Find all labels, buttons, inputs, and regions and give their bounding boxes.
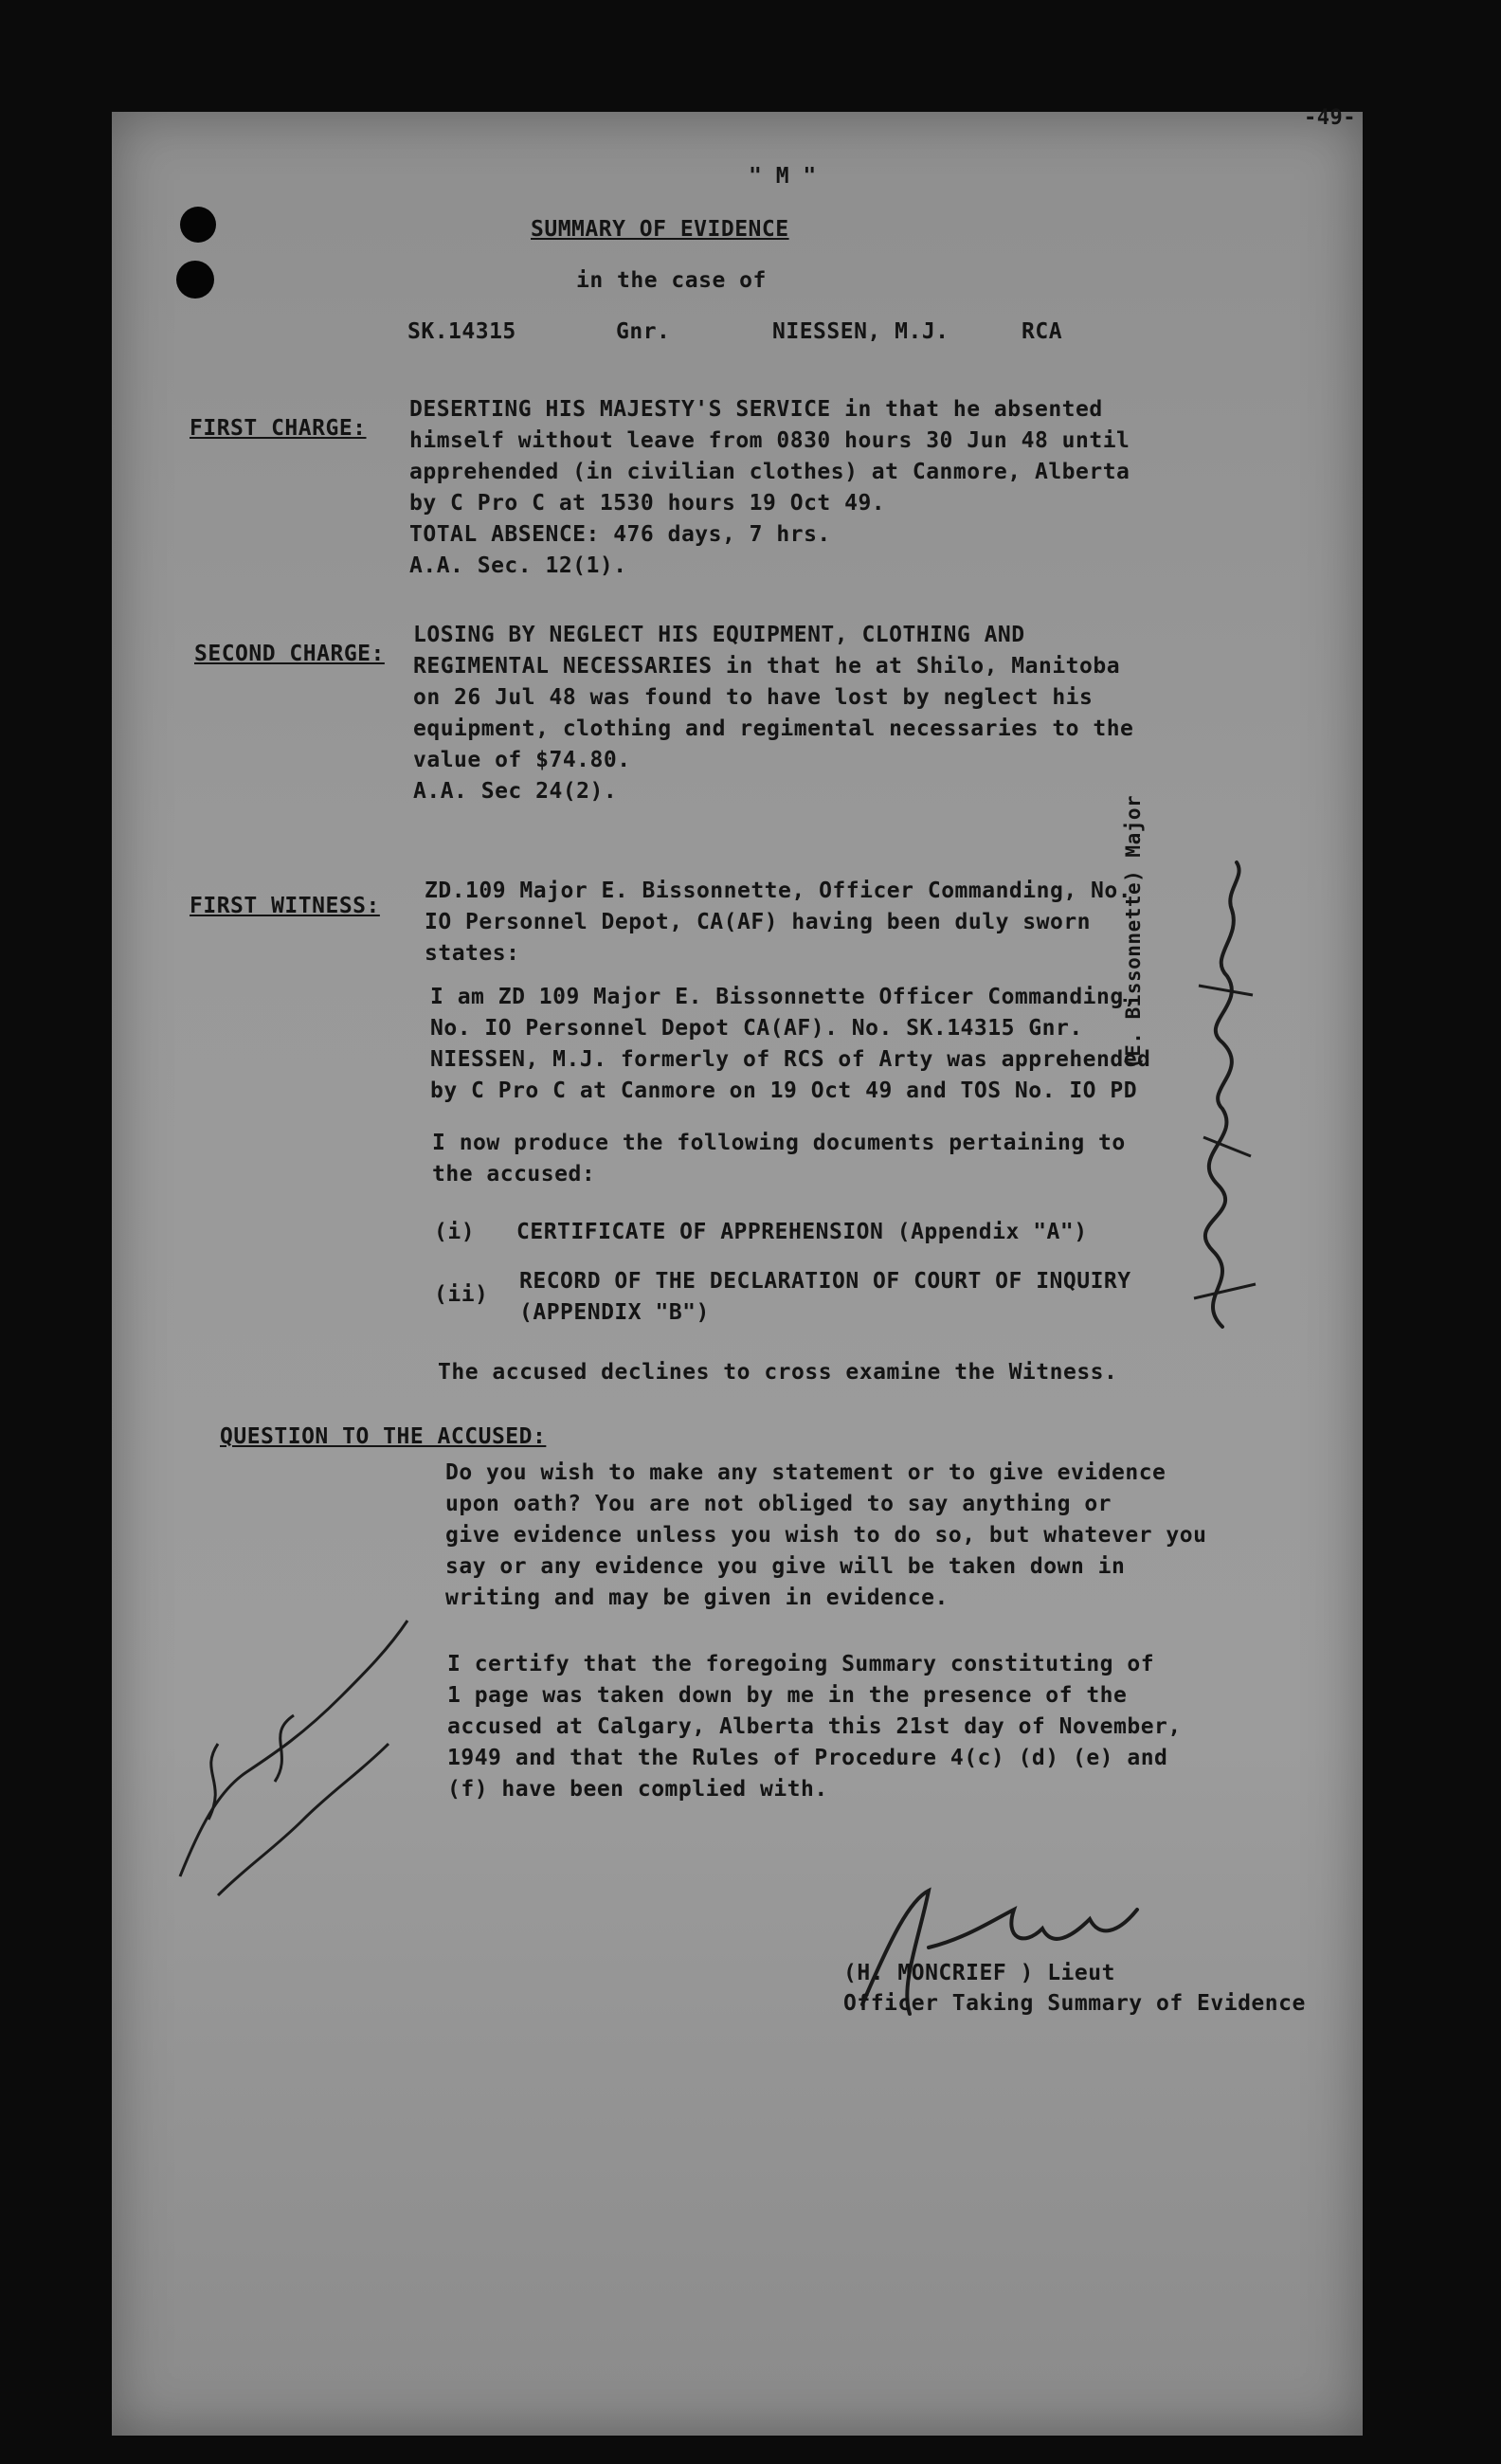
case-unit: RCA: [1022, 319, 1063, 344]
statement-line: No. IO Personnel Depot CA(AF). No. SK.14315 Gnr.: [430, 1016, 1083, 1041]
document-title: [519, 1266, 1131, 1329]
question-text: [445, 1458, 1206, 1614]
top-mark: " M ": [749, 164, 817, 189]
case-number: SK.14315: [407, 319, 516, 344]
witness-produce: [432, 1128, 1126, 1190]
punch-hole-bottom: [176, 261, 214, 299]
question-line: upon oath? You are not obliged to say anything or: [445, 1492, 1112, 1516]
document-subtitle: in the case of: [576, 268, 767, 293]
document-title: SUMMARY OF EVIDENCE: [531, 217, 789, 242]
statement-line: NIESSEN, M.J. formerly of RCS of Arty was apprehended: [430, 1047, 1151, 1072]
document-title: CERTIFICATE OF APPREHENSION (Appendix "A"): [516, 1220, 1088, 1244]
document-title-line: RECORD OF THE DECLARATION OF COURT OF INQUIRY: [519, 1269, 1131, 1294]
signature-stroke: [1205, 862, 1239, 1327]
charge-line: A.A. Sec. 12(1).: [409, 553, 627, 578]
document-number: (i): [434, 1220, 476, 1244]
witness-signature-caption: (E. Bissonnette) Major: [1122, 794, 1145, 1069]
document-number: (ii): [434, 1282, 489, 1307]
margin-signature: [161, 1592, 426, 1914]
officer-title: Officer Taking Summary of Evidence: [843, 1991, 1306, 2016]
question-line: writing and may be given in evidence.: [445, 1585, 949, 1610]
charge-line: equipment, clothing and regimental necessaries to the: [413, 716, 1134, 741]
certification-line: I certify that the foregoing Summary constituting of: [447, 1652, 1155, 1676]
witness-closing: The accused declines to cross examine the Witness.: [438, 1360, 1118, 1385]
witness-line: IO Personnel Depot, CA(AF) having been duly sworn: [425, 910, 1092, 934]
charge-line: apprehended (in civilian clothes) at Canmore, Alberta: [409, 460, 1130, 484]
charge-line: A.A. Sec 24(2).: [413, 779, 618, 804]
charge-line: REGIMENTAL NECESSARIES in that he at Shilo, Manitoba: [413, 654, 1121, 679]
question-line: say or any evidence you give will be taken down in: [445, 1554, 1126, 1579]
signature-stroke: [1194, 986, 1256, 1298]
case-rank: Gnr.: [616, 319, 671, 344]
witness-statement: [430, 982, 1150, 1107]
certification-text: [447, 1649, 1182, 1805]
first-charge-label: FIRST CHARGE:: [190, 416, 367, 441]
officer-name: (H. MONCRIEF ) Lieut: [843, 1961, 1115, 1985]
question-line: Do you wish to make any statement or to give evidence: [445, 1460, 1166, 1485]
first-charge-text: [409, 394, 1130, 582]
first-witness-label: FIRST WITNESS:: [190, 894, 380, 918]
certification-line: (f) have been complied with.: [447, 1777, 828, 1802]
question-label: QUESTION TO THE ACCUSED:: [220, 1424, 547, 1449]
certification-line: 1949 and that the Rules of Procedure 4(c) (d) (e) and: [447, 1746, 1168, 1770]
witness-signature: [1166, 853, 1270, 1346]
charge-line: TOTAL ABSENCE: 476 days, 7 hrs.: [409, 522, 831, 547]
case-name: NIESSEN, M.J.: [772, 319, 949, 344]
produce-line: the accused:: [432, 1162, 596, 1187]
certification-line: 1 page was taken down by me in the presence of the: [447, 1683, 1128, 1708]
certification-line: accused at Calgary, Alberta this 21st day of November,: [447, 1714, 1182, 1739]
charge-line: himself without leave from 0830 hours 30 Jun 48 until: [409, 428, 1130, 453]
statement-line: I am ZD 109 Major E. Bissonnette Officer Commanding,: [430, 985, 1138, 1009]
charge-line: on 26 Jul 48 was found to have lost by neglect his: [413, 685, 1094, 710]
witness-intro: [425, 876, 1131, 969]
produce-line: I now produce the following documents pertaining to: [432, 1131, 1126, 1155]
punch-hole-top: [180, 207, 216, 243]
charge-line: LOSING BY NEGLECT HIS EQUIPMENT, CLOTHING AND: [413, 623, 1025, 647]
witness-line: states:: [425, 941, 520, 966]
charge-line: by C Pro C at 1530 hours 19 Oct 49.: [409, 491, 886, 516]
page-number: -49-: [1304, 106, 1356, 130]
signature-stroke: [218, 1744, 389, 1895]
charge-line: value of $74.80.: [413, 748, 631, 772]
question-line: give evidence unless you wish to do so, but whatever you: [445, 1523, 1207, 1548]
document-title-line: (APPENDIX "B"): [519, 1300, 710, 1325]
second-charge-text: [413, 620, 1133, 807]
witness-line: ZD.109 Major E. Bissonnette, Officer Commanding, No.: [425, 879, 1132, 903]
second-charge-label: SECOND CHARGE:: [194, 642, 385, 666]
statement-line: by C Pro C at Canmore on 19 Oct 49 and TOS No. IO PD: [430, 1078, 1138, 1103]
charge-line: DESERTING HIS MAJESTY'S SERVICE in that he absented: [409, 397, 1103, 422]
